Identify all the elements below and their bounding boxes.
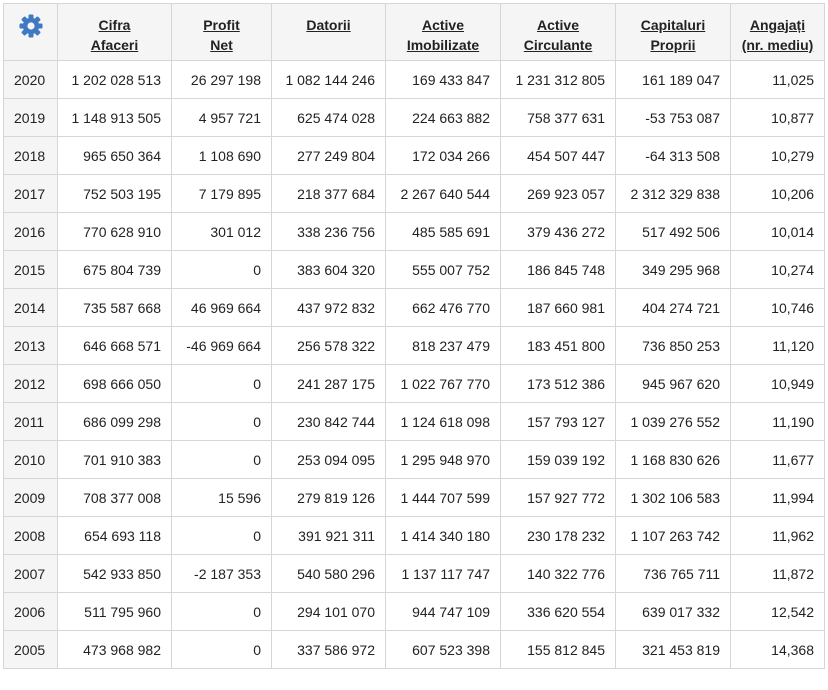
active-circulante-cell: 157 793 127	[501, 403, 616, 441]
active-circulante-cell: 230 178 232	[501, 517, 616, 555]
cifra-afaceri-cell: 770 628 910	[58, 213, 172, 251]
year-cell: 2018	[4, 137, 58, 175]
capitaluri-proprii-cell: 736 850 253	[616, 327, 731, 365]
col-header-active-imobilizate[interactable]: Active Imobilizate	[386, 4, 501, 61]
table-row	[4, 555, 825, 593]
active-imobilizate-cell: 607 523 398	[386, 631, 501, 669]
year-cell: 2014	[4, 289, 58, 327]
profit-net-cell: 7 179 895	[172, 175, 272, 213]
datorii-cell: 540 580 296	[272, 555, 386, 593]
profit-net-cell: 0	[172, 403, 272, 441]
angajati-cell: 11,962	[731, 517, 825, 555]
table-row	[4, 441, 825, 479]
cifra-afaceri-cell: 473 968 982	[58, 631, 172, 669]
angajati-cell: 11,994	[731, 479, 825, 517]
profit-net-cell: 0	[172, 251, 272, 289]
cifra-afaceri-cell: 1 202 028 513	[58, 61, 172, 99]
col-header-active-circulante[interactable]: Active Circulante	[501, 4, 616, 61]
datorii-cell: 337 586 972	[272, 631, 386, 669]
profit-net-cell: -46 969 664	[172, 327, 272, 365]
profit-net-cell: 46 969 664	[172, 289, 272, 327]
active-circulante-cell: 186 845 748	[501, 251, 616, 289]
datorii-cell: 338 236 756	[272, 213, 386, 251]
angajati-cell: 11,190	[731, 403, 825, 441]
year-cell: 2015	[4, 251, 58, 289]
col-header-angajati[interactable]: Angajați (nr. mediu)	[731, 4, 825, 61]
capitaluri-proprii-cell: 517 492 506	[616, 213, 731, 251]
capitaluri-proprii-cell: -53 753 087	[616, 99, 731, 137]
angajati-cell: 10,274	[731, 251, 825, 289]
profit-net-cell: 301 012	[172, 213, 272, 251]
datorii-cell: 253 094 095	[272, 441, 386, 479]
active-imobilizate-cell: 2 267 640 544	[386, 175, 501, 213]
datorii-cell: 277 249 804	[272, 137, 386, 175]
active-circulante-cell: 454 507 447	[501, 137, 616, 175]
active-circulante-cell: 269 923 057	[501, 175, 616, 213]
angajati-cell: 11,677	[731, 441, 825, 479]
year-cell: 2008	[4, 517, 58, 555]
table-row	[4, 403, 825, 441]
capitaluri-proprii-cell: 1 168 830 626	[616, 441, 731, 479]
active-imobilizate-cell: 1 295 948 970	[386, 441, 501, 479]
profit-net-cell: 0	[172, 593, 272, 631]
capitaluri-proprii-cell: 1 039 276 552	[616, 403, 731, 441]
capitaluri-proprii-cell: 161 189 047	[616, 61, 731, 99]
angajati-cell: 11,025	[731, 61, 825, 99]
active-circulante-cell: 140 322 776	[501, 555, 616, 593]
table-header	[4, 4, 825, 61]
year-cell: 2012	[4, 365, 58, 403]
table-row	[4, 479, 825, 517]
year-cell: 2005	[4, 631, 58, 669]
header-row	[4, 4, 825, 61]
table-row	[4, 327, 825, 365]
cifra-afaceri-cell: 752 503 195	[58, 175, 172, 213]
profit-net-cell: 0	[172, 517, 272, 555]
cifra-afaceri-cell: 965 650 364	[58, 137, 172, 175]
datorii-cell: 383 604 320	[272, 251, 386, 289]
capitaluri-proprii-cell: 321 453 819	[616, 631, 731, 669]
active-circulante-cell: 187 660 981	[501, 289, 616, 327]
active-circulante-cell: 1 231 312 805	[501, 61, 616, 99]
profit-net-cell: -2 187 353	[172, 555, 272, 593]
table-row	[4, 631, 825, 669]
cifra-afaceri-cell: 735 587 668	[58, 289, 172, 327]
profit-net-cell: 1 108 690	[172, 137, 272, 175]
active-imobilizate-cell: 662 476 770	[386, 289, 501, 327]
cifra-afaceri-cell: 511 795 960	[58, 593, 172, 631]
angajati-cell: 12,542	[731, 593, 825, 631]
table-row	[4, 289, 825, 327]
capitaluri-proprii-cell: 404 274 721	[616, 289, 731, 327]
table-row	[4, 517, 825, 555]
financial-data-table	[3, 3, 825, 669]
datorii-cell: 391 921 311	[272, 517, 386, 555]
table-row	[4, 61, 825, 99]
active-circulante-cell: 159 039 192	[501, 441, 616, 479]
year-cell: 2010	[4, 441, 58, 479]
year-cell: 2011	[4, 403, 58, 441]
datorii-cell: 625 474 028	[272, 99, 386, 137]
profit-net-cell: 0	[172, 365, 272, 403]
settings-cell	[4, 4, 58, 61]
year-cell: 2009	[4, 479, 58, 517]
profit-net-cell: 15 596	[172, 479, 272, 517]
datorii-cell: 1 082 144 246	[272, 61, 386, 99]
table-body	[4, 61, 825, 669]
datorii-cell: 279 819 126	[272, 479, 386, 517]
cifra-afaceri-cell: 701 910 383	[58, 441, 172, 479]
cifra-afaceri-cell: 698 666 050	[58, 365, 172, 403]
table-row	[4, 175, 825, 213]
active-imobilizate-cell: 172 034 266	[386, 137, 501, 175]
capitaluri-proprii-cell: 1 302 106 583	[616, 479, 731, 517]
angajati-cell: 10,949	[731, 365, 825, 403]
active-imobilizate-cell: 555 007 752	[386, 251, 501, 289]
gear-icon[interactable]	[18, 13, 44, 39]
year-cell: 2017	[4, 175, 58, 213]
datorii-cell: 437 972 832	[272, 289, 386, 327]
capitaluri-proprii-cell: 736 765 711	[616, 555, 731, 593]
year-cell: 2013	[4, 327, 58, 365]
profit-net-cell: 0	[172, 631, 272, 669]
year-cell: 2019	[4, 99, 58, 137]
cifra-afaceri-cell: 542 933 850	[58, 555, 172, 593]
datorii-cell: 256 578 322	[272, 327, 386, 365]
capitaluri-proprii-cell: 349 295 968	[616, 251, 731, 289]
active-circulante-cell: 758 377 631	[501, 99, 616, 137]
angajati-cell: 10,206	[731, 175, 825, 213]
cifra-afaceri-cell: 654 693 118	[58, 517, 172, 555]
active-circulante-cell: 173 512 386	[501, 365, 616, 403]
year-cell: 2020	[4, 61, 58, 99]
table-row	[4, 365, 825, 403]
angajati-cell: 10,746	[731, 289, 825, 327]
angajati-cell: 10,877	[731, 99, 825, 137]
active-imobilizate-cell: 1 022 767 770	[386, 365, 501, 403]
profit-net-cell: 4 957 721	[172, 99, 272, 137]
cifra-afaceri-cell: 686 099 298	[58, 403, 172, 441]
table-row	[4, 251, 825, 289]
col-header-cifra-afaceri[interactable]: Cifra Afaceri	[58, 4, 172, 61]
angajati-cell: 11,872	[731, 555, 825, 593]
cifra-afaceri-cell: 708 377 008	[58, 479, 172, 517]
year-cell: 2007	[4, 555, 58, 593]
capitaluri-proprii-cell: 2 312 329 838	[616, 175, 731, 213]
profit-net-cell: 26 297 198	[172, 61, 272, 99]
active-imobilizate-cell: 169 433 847	[386, 61, 501, 99]
active-circulante-cell: 157 927 772	[501, 479, 616, 517]
active-circulante-cell: 155 812 845	[501, 631, 616, 669]
col-header-capitaluri-proprii[interactable]: Capitaluri Proprii	[616, 4, 731, 61]
datorii-cell: 241 287 175	[272, 365, 386, 403]
table-row	[4, 99, 825, 137]
active-circulante-cell: 379 436 272	[501, 213, 616, 251]
active-imobilizate-cell: 485 585 691	[386, 213, 501, 251]
table-row	[4, 593, 825, 631]
active-imobilizate-cell: 1 137 117 747	[386, 555, 501, 593]
col-header-profit-net[interactable]: Profit Net	[172, 4, 272, 61]
capitaluri-proprii-cell: 639 017 332	[616, 593, 731, 631]
year-cell: 2006	[4, 593, 58, 631]
cifra-afaceri-cell: 646 668 571	[58, 327, 172, 365]
angajati-cell: 10,014	[731, 213, 825, 251]
year-cell: 2016	[4, 213, 58, 251]
angajati-cell: 14,368	[731, 631, 825, 669]
active-circulante-cell: 183 451 800	[501, 327, 616, 365]
datorii-cell: 218 377 684	[272, 175, 386, 213]
datorii-cell: 230 842 744	[272, 403, 386, 441]
active-imobilizate-cell: 224 663 882	[386, 99, 501, 137]
table-row	[4, 137, 825, 175]
capitaluri-proprii-cell: 945 967 620	[616, 365, 731, 403]
active-circulante-cell: 336 620 554	[501, 593, 616, 631]
capitaluri-proprii-cell: 1 107 263 742	[616, 517, 731, 555]
angajati-cell: 11,120	[731, 327, 825, 365]
active-imobilizate-cell: 1 124 618 098	[386, 403, 501, 441]
col-header-datorii[interactable]: Datorii	[272, 4, 386, 61]
active-imobilizate-cell: 944 747 109	[386, 593, 501, 631]
cifra-afaceri-cell: 675 804 739	[58, 251, 172, 289]
active-imobilizate-cell: 1 414 340 180	[386, 517, 501, 555]
profit-net-cell: 0	[172, 441, 272, 479]
capitaluri-proprii-cell: -64 313 508	[616, 137, 731, 175]
active-imobilizate-cell: 1 444 707 599	[386, 479, 501, 517]
table-row	[4, 213, 825, 251]
cifra-afaceri-cell: 1 148 913 505	[58, 99, 172, 137]
angajati-cell: 10,279	[731, 137, 825, 175]
datorii-cell: 294 101 070	[272, 593, 386, 631]
active-imobilizate-cell: 818 237 479	[386, 327, 501, 365]
